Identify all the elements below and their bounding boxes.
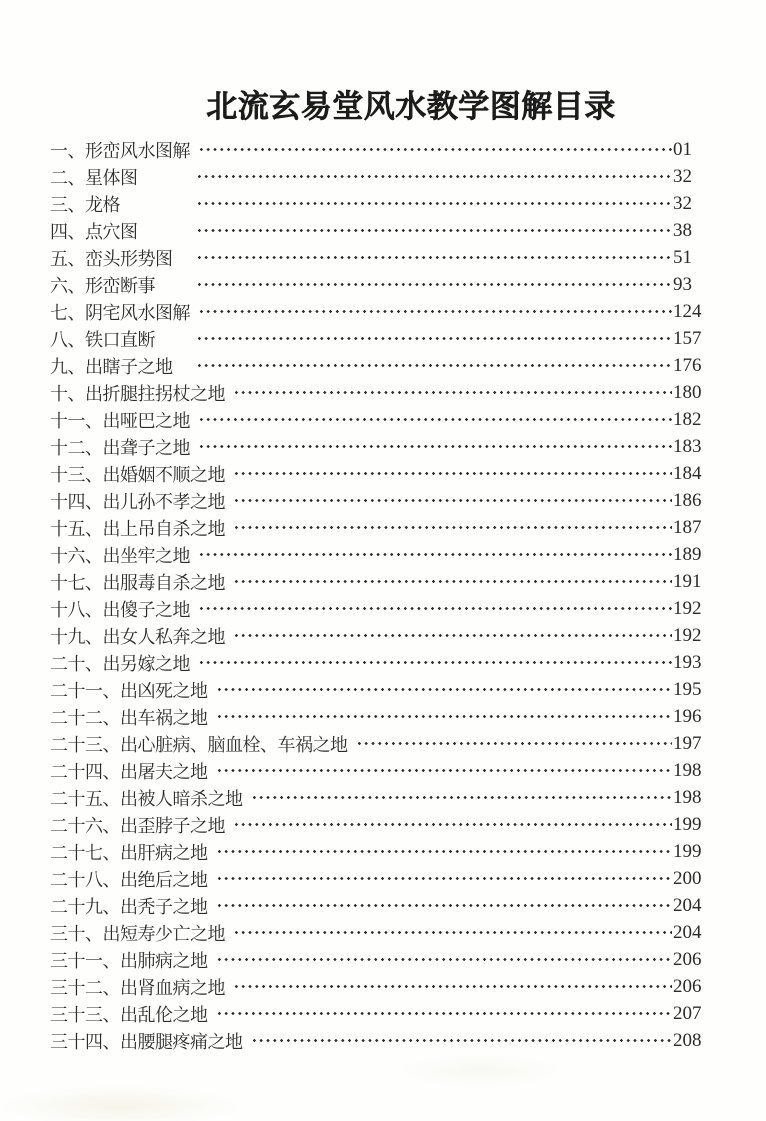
toc-row (50, 487, 701, 514)
dot-leader (250, 1027, 673, 1054)
toc-row (50, 325, 701, 352)
toc-row (50, 352, 701, 379)
toc-page-number: 204 (673, 921, 702, 943)
dot-leader (215, 838, 673, 865)
toc-entry-label: 二十、出另嫁之地 (50, 653, 190, 674)
dot-leader (250, 784, 673, 811)
toc-row (50, 973, 701, 1000)
toc-row (50, 379, 701, 406)
toc-entry-label: 二十四、出屠夫之地 (50, 761, 208, 782)
toc-page-number: 93 (673, 273, 692, 295)
dot-leader (232, 973, 672, 1000)
toc-row (50, 271, 701, 298)
toc-entry-label: 七、阴宅风水图解 (50, 302, 190, 323)
dot-leader (215, 946, 673, 973)
dot-leader (232, 514, 672, 541)
toc-entry-label: 五、峦头形势图 (50, 248, 173, 269)
toc-row (50, 406, 701, 433)
dot-leader (215, 1000, 673, 1027)
toc-row (50, 541, 701, 568)
toc-row (50, 757, 701, 784)
toc-page-number: 197 (673, 732, 702, 754)
dot-leader (195, 163, 672, 190)
toc-entry-label: 二十七、出肝病之地 (50, 842, 208, 863)
toc-page-number: 189 (673, 543, 702, 565)
toc-entry-label: 十八、出傻子之地 (50, 599, 190, 620)
toc-entry-label: 二、星体图 (50, 167, 138, 188)
toc-entry-label: 三十三、出乱伦之地 (50, 1004, 208, 1025)
dot-leader (232, 568, 672, 595)
toc-page-number: 192 (673, 597, 702, 619)
dot-leader (195, 244, 672, 271)
toc-page-number: 183 (673, 435, 702, 457)
toc-entry-label: 十七、出服毒自杀之地 (50, 572, 225, 593)
toc-entry-label: 三十四、出腰腿疼痛之地 (50, 1031, 243, 1052)
toc-entry-label: 八、铁口直断 (50, 329, 155, 350)
toc-entry-label: 二十三、出心脏病、脑血栓、车祸之地 (50, 734, 348, 755)
toc-row (50, 946, 701, 973)
toc-row (50, 919, 701, 946)
toc-page-number: 01 (673, 138, 692, 160)
toc-page-number: 192 (673, 624, 702, 646)
dot-leader (215, 892, 673, 919)
toc-entry-label: 十九、出女人私奔之地 (50, 626, 225, 647)
toc-list (50, 136, 701, 1054)
toc-row (50, 514, 701, 541)
dot-leader (197, 649, 672, 676)
toc-page-number: 206 (673, 948, 702, 970)
toc-row (50, 784, 701, 811)
toc-entry-label: 二十八、出绝后之地 (50, 869, 208, 890)
toc-page-number: 198 (673, 786, 702, 808)
toc-row (50, 298, 701, 325)
toc-row (50, 730, 701, 757)
toc-page-number: 208 (673, 1029, 702, 1051)
toc-page-number: 124 (673, 300, 702, 322)
toc-row (50, 892, 701, 919)
toc-entry-label: 十一、出哑巴之地 (50, 410, 190, 431)
dot-leader (195, 352, 672, 379)
dot-leader (232, 622, 672, 649)
toc-page-number: 180 (673, 381, 702, 403)
toc-entry-label: 三十一、出肺病之地 (50, 950, 208, 971)
toc-row (50, 433, 701, 460)
toc-page-number: 206 (673, 975, 702, 997)
toc-page-number: 176 (673, 354, 702, 376)
toc-page-number: 196 (673, 705, 702, 727)
toc-row (50, 838, 701, 865)
toc-entry-label: 十六、出坐牢之地 (50, 545, 190, 566)
toc-page-number: 191 (673, 570, 702, 592)
toc-page-number: 157 (673, 327, 702, 349)
toc-entry-label: 二十五、出被人暗杀之地 (50, 788, 243, 809)
dot-leader (197, 433, 672, 460)
dot-leader (232, 379, 672, 406)
toc-row (50, 460, 701, 487)
toc-row (50, 136, 701, 163)
toc-row (50, 244, 701, 271)
toc-row (50, 865, 701, 892)
toc-page-number: 32 (673, 192, 692, 214)
toc-page-number: 193 (673, 651, 702, 673)
dot-leader (232, 487, 672, 514)
page-title: 北流玄易堂风水教学图解目录 (206, 88, 616, 124)
toc-page-number: 199 (673, 840, 702, 862)
toc-row (50, 568, 701, 595)
toc-entry-label: 二十九、出秃子之地 (50, 896, 208, 917)
toc-row (50, 622, 701, 649)
toc-entry-label: 二十六、出歪脖子之地 (50, 815, 225, 836)
scan-smudge (0, 1051, 766, 1121)
dot-leader (195, 217, 672, 244)
toc-row (50, 163, 701, 190)
toc-entry-label: 三十二、出肾血病之地 (50, 977, 225, 998)
toc-row (50, 1027, 701, 1054)
toc-page-number: 198 (673, 759, 702, 781)
dot-leader (195, 190, 672, 217)
toc-page-number: 32 (673, 165, 692, 187)
dot-leader (197, 595, 672, 622)
dot-leader (232, 811, 672, 838)
toc-entry-label: 十三、出婚姻不顺之地 (50, 464, 225, 485)
toc-page-number: 184 (673, 462, 702, 484)
toc-row (50, 1000, 701, 1027)
dot-leader (197, 136, 672, 163)
toc-row (50, 595, 701, 622)
dot-leader (232, 460, 672, 487)
dot-leader (215, 703, 673, 730)
dot-leader (215, 865, 673, 892)
toc-page-number: 51 (673, 246, 692, 268)
toc-row (50, 676, 701, 703)
toc-entry-label: 九、出瞎子之地 (50, 356, 173, 377)
toc-page-number: 195 (673, 678, 702, 700)
toc-entry-label: 六、形峦断事 (50, 275, 155, 296)
toc-page-number: 207 (673, 1002, 702, 1024)
dot-leader (215, 676, 673, 703)
dot-leader (215, 757, 673, 784)
dot-leader (197, 298, 672, 325)
toc-page-number: 187 (673, 516, 702, 538)
toc-entry-label: 二十一、出凶死之地 (50, 680, 208, 701)
toc-page-number: 200 (673, 867, 702, 889)
toc-row (50, 217, 701, 244)
toc-entry-label: 三十、出短寿少亡之地 (50, 923, 225, 944)
toc-row (50, 190, 701, 217)
toc-page-number: 182 (673, 408, 702, 430)
dot-leader (195, 271, 672, 298)
toc-row (50, 811, 701, 838)
dot-leader (197, 406, 672, 433)
toc-entry-label: 十二、出聋子之地 (50, 437, 190, 458)
toc-entry-label: 十四、出儿孙不孝之地 (50, 491, 225, 512)
toc-row (50, 703, 701, 730)
toc-entry-label: 十、出折腿拄拐杖之地 (50, 383, 225, 404)
toc-page-number: 186 (673, 489, 702, 511)
toc-row (50, 649, 701, 676)
toc-entry-label: 十五、出上吊自杀之地 (50, 518, 225, 539)
toc-entry-label: 四、点穴图 (50, 221, 138, 242)
toc-page-number: 204 (673, 894, 702, 916)
toc-entry-label: 一、形峦风水图解 (50, 140, 190, 161)
toc-entry-label: 二十二、出车祸之地 (50, 707, 208, 728)
dot-leader (232, 919, 672, 946)
dot-leader (195, 325, 672, 352)
toc-page-number: 199 (673, 813, 702, 835)
toc-page-number: 38 (673, 219, 692, 241)
dot-leader (355, 730, 673, 757)
dot-leader (197, 541, 672, 568)
toc-entry-label: 三、龙格 (50, 194, 120, 215)
